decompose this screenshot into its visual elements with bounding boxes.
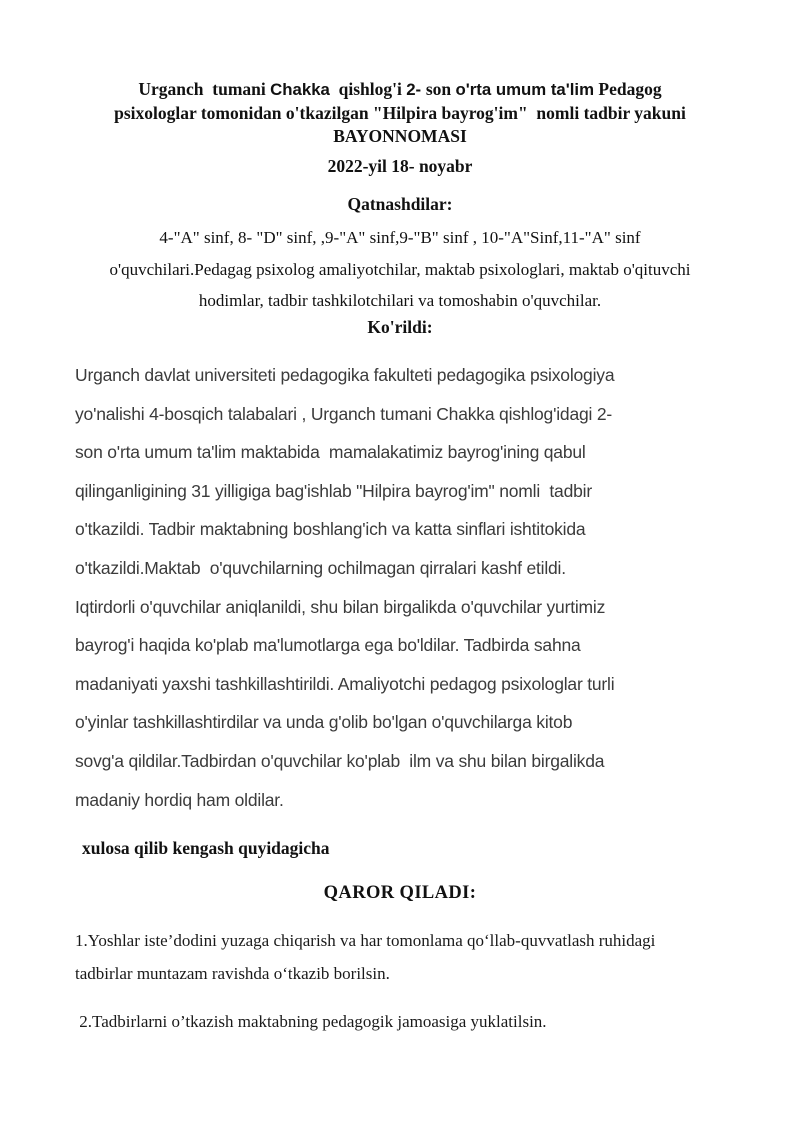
title-line-2: psixologlar tomonidan o'tkazilgan "Hilpira bayrog'im" nomli tadbir yakuni	[114, 102, 686, 123]
body-paragraph	[75, 356, 725, 819]
participants-line: o'quvchilari.Pedagag psixolog amaliyotchilar, maktab psixologlari, maktab o'qituvchi	[109, 259, 691, 279]
decision-line: tadbirlar muntazam ravishda oʻtkazib borilsin.	[75, 964, 390, 983]
decision-heading: QAROR QILADI:	[323, 883, 477, 903]
body-line: madaniyati yaxshi tashkillashtirildi. Amaliyotchi pedagog psixologlar turli	[75, 673, 615, 694]
body-line: Urganch davlat universiteti pedagogika fakulteti pedagogika psixologiya	[75, 365, 615, 385]
title-line-1	[75, 78, 725, 102]
decision-line: 1.Yoshlar iste’dodini yuzaga chiqarish va har tomonlama qoʻllab-quvvatlash ruhidagi	[75, 931, 656, 950]
body-line: o'tkazildi.Maktab o'quvchilarning ochilmagan qirralari kashf etildi.	[75, 557, 566, 578]
body-line: sovg'a qildilar.Tadbirdan o'quvchilar ko'plab ilm va shu bilan birgalikda	[75, 750, 605, 771]
participants-line: 4-"A" sinf, 8- "D" sinf, ,9-"A" sinf,9-"B" sinf , 10-"A"Sinf,11-"A" sinf	[159, 228, 641, 247]
body-line: madaniy hordiq ham oldilar.	[75, 789, 284, 810]
decision-item-1	[75, 924, 725, 990]
body-line: yo'nalishi 4-bosqich talabalari , Urganch tumani Chakka qishlog'idagi 2-	[75, 403, 613, 424]
conclusion-text: xulosa qilib kengash quyidagicha	[82, 838, 330, 858]
title-segment: 2-	[406, 80, 426, 99]
body-line: bayrog'i haqida ko'plab ma'lumotlarga ega bo'ldilar. Tadbirda sahna	[75, 635, 581, 656]
body-line: o'yinlar tashkillashtirdilar va unda g'olib bo'lgan o'quvchilarga kitob	[75, 712, 573, 733]
body-line: qilinganligining 31 yilligiga bag'ishlab "Hilpira bayrog'im" nomli tadbir	[75, 480, 592, 501]
body-line: o'tkazildi. Tadbir maktabning boshlang'ich va katta sinflari ishtitokida	[75, 519, 586, 540]
title-segment: Pedagog	[594, 79, 662, 99]
body-line: son o'rta umum ta'lim maktabida mamalakatimiz bayrog'ining qabul	[75, 442, 586, 463]
title-segment: son	[425, 79, 456, 99]
participants-line: hodimlar, tadbir tashkilotchilari va tomoshabin o'quvchilar.	[198, 291, 602, 310]
korildi-heading: Ko'rildi:	[367, 317, 433, 337]
decision-item-2	[75, 1005, 725, 1038]
title-segment: Chakka	[270, 80, 330, 99]
body-line: Iqtirdorli o'quvchilar aniqlanildi, shu bilan birgalikda o'quvchilar yurtimiz	[75, 596, 606, 617]
participants-heading: Qatnashdilar:	[347, 194, 453, 214]
title-line-3: BAYONNOMASI	[333, 126, 467, 146]
participants-paragraph	[75, 222, 725, 317]
decision-line: 2.Tadbirlarni o’tkazish maktabning pedagogik jamoasiga yuklatilsin.	[75, 1012, 547, 1031]
document-date: 2022-yil 18- noyabr	[327, 156, 473, 176]
title-segment: Urganch tumani	[138, 79, 271, 99]
title-segment: qishlog'i	[329, 79, 407, 99]
document-title	[75, 78, 725, 149]
title-segment: o'rta umum ta'lim	[455, 80, 595, 99]
